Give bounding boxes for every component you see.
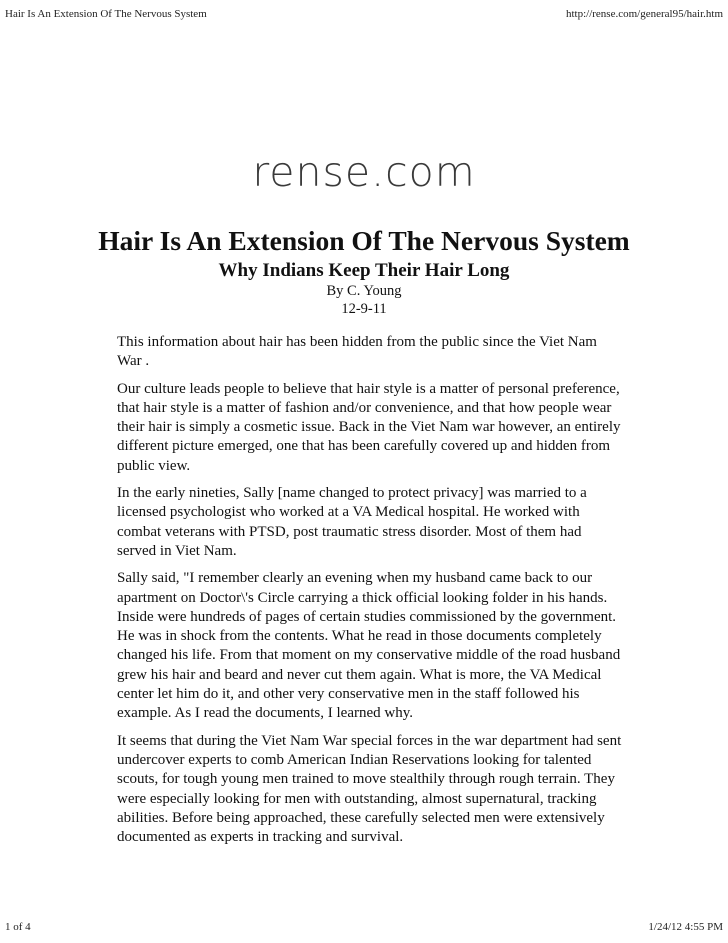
article-paragraph: It seems that during the Viet Nam War special forces in the war department had sent undercover experts to comb American Indian Reservations looking for talented scouts, for tough young men trained to move stealthily through rough terrain. They were especially looking for men with outstanding, almost supernatural, tracking abilities. Before being approached, these carefully selected men were extensively documented as experts in tracking and survival. bbox=[117, 732, 622, 846]
article-subtitle: Why Indians Keep Their Hair Long bbox=[218, 260, 510, 281]
print-header-url: http://rense.com/general95/hair.htm bbox=[565, 8, 723, 20]
article-byline: By C. Young bbox=[326, 283, 402, 299]
article-paragraph: Sally said, "I remember clearly an evening when my husband came back to our apartment on Doctor\'s Circle carrying a thick official looking folder in his hands. Inside were hundreds of pages of certain studies commissioned by the government. He was in shock from the contents. What he read in those documents completely changed his life. From that moment on my conservative middle of the road husband grew his hair and beard and never cut them again. What is more, the VA Medical center let him do it, and other very conservative men in the staff followed his example. As I read the documents, I learned why. bbox=[117, 570, 621, 722]
site-logo: rense.com bbox=[252, 148, 476, 196]
print-header-page-title: Hair Is An Extension Of The Nervous System bbox=[5, 8, 207, 20]
print-header bbox=[5, 7, 723, 21]
article-date: 12-9-11 bbox=[341, 301, 387, 317]
print-timestamp: 1/24/12 4:55 PM bbox=[648, 921, 723, 933]
page-counter: 1 of 4 bbox=[5, 921, 31, 933]
article-title: Hair Is An Extension Of The Nervous System bbox=[98, 225, 630, 256]
article-paragraph: In the early nineties, Sally [name changed to protect privacy] was married to a licensed psychologist who worked at a VA Medical hospital. He worked with combat veterans with PTSD, post traumatic stress disorder. Most of them had served in Viet Nam. bbox=[117, 485, 587, 559]
article-paragraph: Our culture leads people to believe that hair style is a matter of personal preference, that hair style is a matter of fashion and/or convenience, and that how people wear their hair is simply a cosmetic issue. Back in the Viet Nam war however, an entirely different picture emerged, one that has been carefully covered up and hidden from public view. bbox=[117, 380, 621, 474]
article-paragraph: This information about hair has been hidden from the public since the Viet Nam War . bbox=[117, 334, 597, 370]
print-footer bbox=[5, 920, 723, 934]
article-body bbox=[117, 333, 622, 855]
